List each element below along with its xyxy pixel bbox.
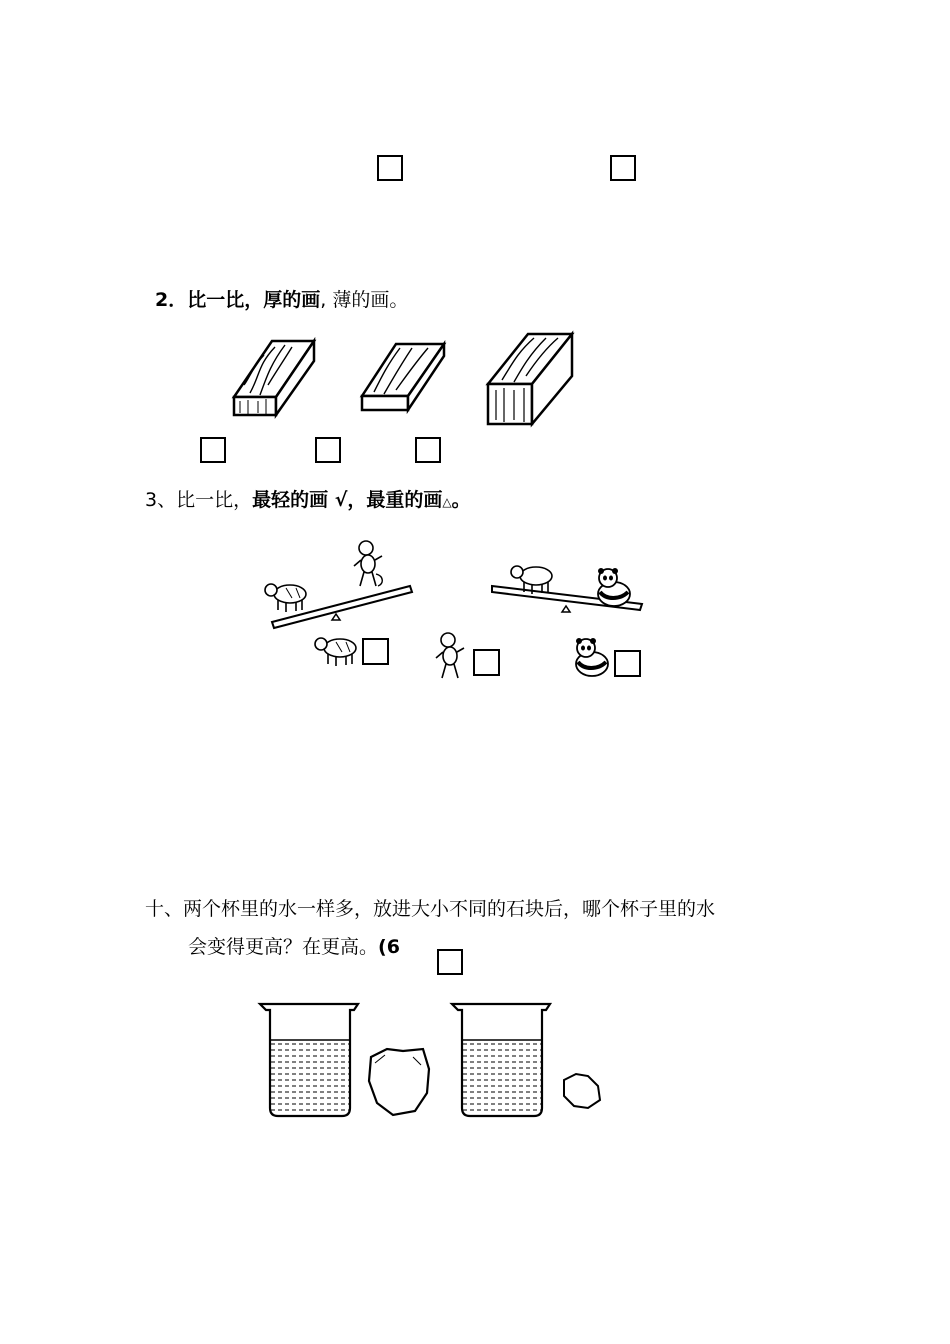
question-2-bold-text: 比一比，厚的画 xyxy=(187,289,321,311)
cow-icon xyxy=(312,634,360,668)
question-10-line-2 xyxy=(188,935,400,959)
panda-icon xyxy=(568,636,612,678)
question-3-title xyxy=(145,488,471,514)
question-10-line-1: 十、两个杯里的水一样多，放进大小不同的石块后，哪个杯子里的水 xyxy=(145,898,716,920)
question-2-sep: , xyxy=(320,289,327,311)
cow-icon xyxy=(262,580,310,614)
monkey-icon xyxy=(432,632,468,684)
large-stone-icon xyxy=(363,1045,435,1117)
wood-block-icon xyxy=(358,340,448,415)
answer-box-top-left[interactable] xyxy=(377,155,403,181)
beaker-icon xyxy=(258,1000,362,1120)
monkey-icon xyxy=(350,540,386,592)
question-2-number: 2． xyxy=(155,289,188,311)
question-10-score: (6 xyxy=(378,936,400,958)
question-3-heaviest: 最重的画 xyxy=(366,489,443,511)
wood-block-icon xyxy=(484,330,579,428)
cow-icon xyxy=(508,562,556,596)
answer-box-higher-cup[interactable] xyxy=(437,949,463,975)
question-3-tail: 。 xyxy=(451,489,471,511)
question-3-prefix: 3、比一比， xyxy=(145,489,253,511)
question-10-line-2-text: 会变得更高？在更高。 xyxy=(188,936,379,958)
answer-box-block-1[interactable] xyxy=(200,437,226,463)
beaker-icon xyxy=(450,1000,554,1120)
question-2-rest: 薄的画。 xyxy=(326,289,409,311)
small-stone-icon xyxy=(558,1070,604,1110)
answer-box-block-2[interactable] xyxy=(315,437,341,463)
answer-box-cow[interactable] xyxy=(362,638,389,665)
wood-block-icon xyxy=(230,335,320,420)
answer-box-block-3[interactable] xyxy=(415,437,441,463)
question-3-lightest: 最轻的画 xyxy=(252,489,329,511)
answer-box-top-right[interactable] xyxy=(610,155,636,181)
question-2-title xyxy=(155,288,408,312)
panda-icon xyxy=(590,566,634,608)
answer-box-panda[interactable] xyxy=(614,650,641,677)
check-mark: √， xyxy=(328,489,367,511)
answer-box-monkey[interactable] xyxy=(473,649,500,676)
triangle-mark: △ xyxy=(442,495,452,509)
